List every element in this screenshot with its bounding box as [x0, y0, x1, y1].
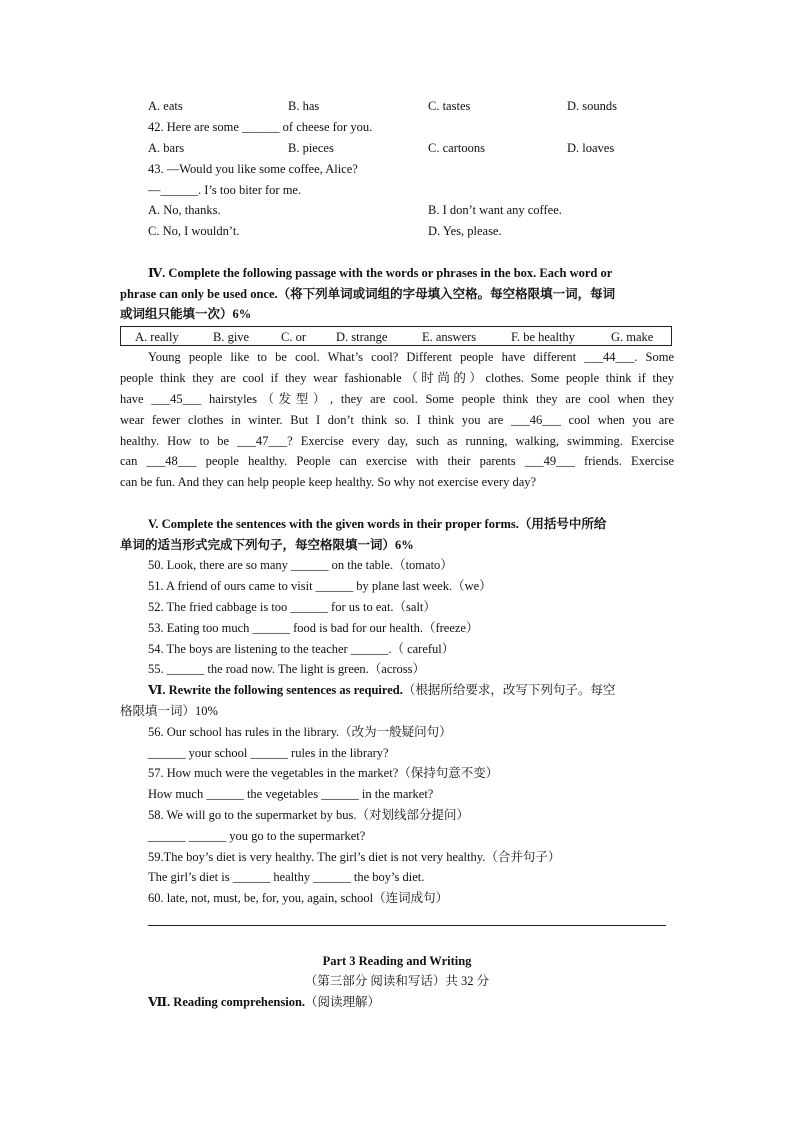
sec6-line-56-answer: ______ your school ______ rules in the library?	[148, 746, 389, 760]
sec6-heading-bold: Ⅵ. Rewrite the following sentences as required.	[148, 683, 403, 697]
word-box-option-f: F. be healthy	[511, 330, 575, 344]
sec6-line-59-answer: The girl’s diet is ______ healthy ______ the boy’s diet.	[148, 870, 425, 884]
q42-option-d: D. loaves	[567, 141, 615, 155]
sec6-heading-note: （根据所给要求，改写下列句子。每空	[402, 683, 616, 697]
passage-line-3: have ___45___ hairstyles（发型）, they are cool. Some people think they are cool when they	[120, 392, 674, 406]
sec7-heading-bold: Ⅶ. Reading comprehension.	[148, 995, 306, 1009]
q42-option-c: C. cartoons	[428, 141, 485, 155]
word-box	[120, 326, 672, 346]
sec7-heading-note: （阅读理解）	[305, 995, 381, 1009]
q43-option-b: B. I don’t want any coffee.	[428, 203, 562, 217]
sec6-line-58: 58. We will go to the supermarket by bus.（对划线部分提问）	[148, 808, 469, 822]
q43-stem: 43. —Would you like some coffee, Alice?	[148, 162, 358, 176]
word-box-option-g: G. make	[611, 330, 654, 344]
q41-option-d: D. sounds	[567, 99, 618, 113]
q42-stem: 42. Here are some ______ of cheese for you.	[148, 120, 373, 134]
sec5-item-53: 53. Eating too much ______ food is bad for our health.（freeze）	[148, 621, 479, 635]
word-box-option-b: B. give	[213, 330, 250, 344]
sec6-heading-line2: 格限填一词）10%	[120, 704, 218, 718]
q41-option-c: C. tastes	[428, 99, 471, 113]
q43-option-c: C. No, I wouldn’t.	[148, 224, 240, 238]
q41-option-b: B. has	[288, 99, 320, 113]
passage-line-5: healthy. How to be ___47___? Exercise every day, such as running, walking, swimming. Exercise	[120, 434, 674, 448]
word-box-option-e: E. answers	[422, 330, 477, 344]
passage-line-7: can be fun. And they can help people keep healthy. So why not exercise every day?	[120, 475, 537, 489]
word-box-option-c: C. or	[281, 330, 306, 344]
sec5-item-55: 55. ______ the road now. The light is green.（across）	[148, 662, 426, 676]
sec7-heading	[148, 993, 380, 1011]
sec6-line-57-answer: How much ______ the vegetables ______ in the market?	[148, 787, 434, 801]
sec4-heading-line3: 或词组只能填一次）6%	[120, 307, 252, 321]
sec5-item-50: 50. Look, there are so many ______ on the table.（tomato）	[148, 558, 453, 572]
word-box-option-a: A. really	[135, 330, 179, 344]
sec6-line-59: 59.The boy’s diet is very healthy. The girl’s diet is not very healthy.（合并句子）	[148, 850, 561, 864]
sec5-heading-line2: 单词的适当形式完成下列句子，每空格限填一词）6%	[120, 538, 414, 552]
passage-line-1: Young people like to be cool. What’s cool? Different people have different ___44___. Some	[148, 350, 674, 364]
part3-subtitle: （第三部分 阅读和写话）共 32 分	[304, 974, 490, 988]
sec5-heading-line1: V. Complete the sentences with the given words in their proper forms.（用括号中所给	[148, 517, 607, 531]
q41-option-a: A. eats	[148, 99, 183, 113]
sec6-line-57: 57. How much were the vegetables in the market?（保持句意不变）	[148, 766, 499, 780]
answer-line-60	[148, 925, 666, 926]
q42-option-b: B. pieces	[288, 141, 334, 155]
passage-line-2: people think they are cool if they wear fashionable（时尚的）clothes. Some people think if they	[120, 371, 674, 385]
word-box-option-d: D. strange	[336, 330, 388, 344]
sec6-line-56: 56. Our school has rules in the library.（改为一般疑问句）	[148, 725, 452, 739]
q42-option-a: A. bars	[148, 141, 185, 155]
sec5-item-52: 52. The fried cabbage is too ______ for us to eat.（salt）	[148, 600, 436, 614]
part3-title: Part 3 Reading and Writing	[322, 954, 472, 968]
passage-line-6: can ___48___ people healthy. People can exercise with their parents ___49___ friends. Exercise	[120, 454, 674, 468]
sec6-line-60: 60. late, not, must, be, for, you, again, school（连词成句）	[148, 891, 449, 905]
sec5-item-54: 54. The boys are listening to the teacher ______.（ careful）	[148, 642, 455, 656]
sec6-line-58-answer: ______ ______ you go to the supermarket?	[148, 829, 366, 843]
sec6-heading-line1	[148, 681, 615, 699]
q43-option-a: A. No, thanks.	[148, 203, 221, 217]
sec4-heading-line1: Ⅳ. Complete the following passage with the words or phrases in the box. Each word or	[148, 266, 613, 280]
q43-option-d: D. Yes, please.	[428, 224, 502, 238]
passage-line-4: wear fewer clothes in winter. But I don’t think so. I think you are ___46___ cool when you are	[120, 413, 674, 427]
q43-reply: —______. I’s too biter for me.	[148, 183, 302, 197]
sec5-item-51: 51. A friend of ours came to visit ______ by plane last week.（we）	[148, 579, 492, 593]
sec4-heading-line2: phrase can only be used once.（将下列单词或词组的字母填入空格。每空格限填一词，每词	[120, 287, 616, 301]
